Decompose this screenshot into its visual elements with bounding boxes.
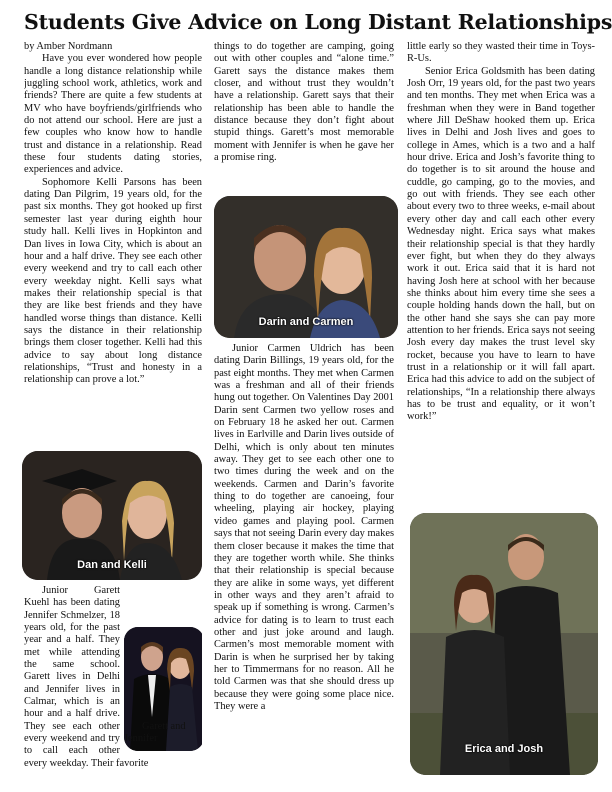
article-headline: Students Give Advice on Long Distant Relationships xyxy=(24,10,612,34)
photo-dan-and-kelli xyxy=(22,451,202,580)
erica-paragraph: Senior Erica Goldsmith has been dating Josh Orr, 19 years old, for the past two years and ten months. They met when Erica was a freshman when they were in Band together where Jill DeShaw hooked them up. Erica lives in Delhi and Josh lives and goes to college in Ames, which is a two and a half hour drive. Erica and Josh’s favorite thing to do together is to sit around the house and cuddle, go camping, go to the movies, and go out with friends. They see each other about every two to three weeks, e-mail about every other day and call each other every Wednesday night. Erica says what makes their relationship special is that they hardly ever fight, but when they do they always work it out. Erica said that it is hard not having Josh here at school with her because she thinks about him every time she sees a couple holding hands down the hall, but on the other hand she says she can pay more attention to her friends. Erica says not seeing Josh every day makes the trust level sky rocket, because you have to learn to have trust in a relationship or it will fall apart. Erica had this advice to add on the subject of relationships, “In a relationship there always has to be trust and equality, or it won’t work!” xyxy=(407,65,595,423)
carmen-paragraph-continued: little early so they wasted their time in Toys-R-Us. xyxy=(407,41,595,65)
article-column-3 xyxy=(407,41,595,501)
photo-caption: Darin and Carmen xyxy=(258,316,354,328)
garett-paragraph xyxy=(24,585,202,770)
photo-caption: Erica and Josh xyxy=(464,743,544,755)
article-column-2-continued xyxy=(214,343,394,783)
intro-paragraph: Have you ever wondered how people handle a long distance relationship while juggling school work, athletics, work and friends? There are quite a few students at MV who have boyfriends/girlfriends who do not attend our school. Here are just a few couples who know how to handle trust and distance in a relationship. Read these four students dating stories, experiences and advice. xyxy=(24,53,202,176)
kelli-paragraph: Sophomore Kelli Parsons has been dating Dan Pilgrim, 19 years old, for the past six months. They got hooked up first semester last year during eighth hour study hall. Kelli lives in Hopkinton and Dan lives in Iowa City, which is about an hour and a half drive. They see each other every weekend and try to call each other every weekday night. Kelli says what makes their relationship special is that they are like best friends and they have handled worse things than distance. Kelli says the distance in their relationship brings them closer together. Kelli had this advice to say about long distance relationships, “Trust and honesty in a relationship can prove a lot.” xyxy=(24,176,202,386)
photo-darin-and-carmen xyxy=(214,196,398,338)
carmen-paragraph: Junior Carmen Uldrich has been dating Darin Billings, 19 years old, for the past eight months. They met when Carmen was a freshman and all of their friends hung out together. On Valentines Day 2001 Darin sent Carmen two yellow roses and on February 18 he asked her out. Carmen lives in Earlville and Darin lives outside of Delhi, which is only about ten minutes away. They get to see each other one to two times during the week and on the weekends. Carmen and Darin’s favorite thing to do together are canoeing, four wheeling, playing air hockey, playing video games and playing pool. Carmen says that not seeing Darin every day makes them closer because it makes the time that they are together worth while. She thinks that their relationship is special because they are alike in some ways, yet different in other ways and they aren’t afraid to speak up if something is wrong. Carmen’s advice for dating is to learn to trust each other and just joke around and laugh. Carmen’s most memorable moment with Darin is when he surprised her by taking her to Timmermans for no reason. All he told Carmen was that she should dress up because they were going some place nice. They were a xyxy=(214,343,394,712)
garett-paragraph-continued: things to do together are camping, going out with other couples and “alone time.” Garett says the distance makes them closer, and without trust they wouldn’t have a relationship. Garett says that their relationship has been able to handle the distance because they don’t fight about stupid things. Garett’s most memorable moment with Jennifer is when he gave her a promise ring. xyxy=(214,41,394,164)
photo-caption: Dan and Kelli xyxy=(77,559,147,571)
byline: by Amber Nordmann xyxy=(24,41,113,52)
article-column-2 xyxy=(214,41,394,193)
photo-erica-josh-image xyxy=(410,513,598,775)
photo-caption: Garett and Jennifer xyxy=(124,721,186,744)
article-column-1 xyxy=(24,41,202,454)
photo-erica-and-josh xyxy=(410,513,598,775)
article-column-1-continued xyxy=(24,585,202,785)
garett-paragraph-text: Junior Garett Kuehl has been dating Jennifer Schmelzer, 18 years old, for the past year and a half. They met while attending the same school. Garett lives in Delhi and Jennifer lives in Calmar, which is an hour and a half drive. They see each other every weekend and try to call each other every weekday. Their favorite xyxy=(24,585,149,769)
photo-garett-and-jennifer xyxy=(124,627,202,751)
